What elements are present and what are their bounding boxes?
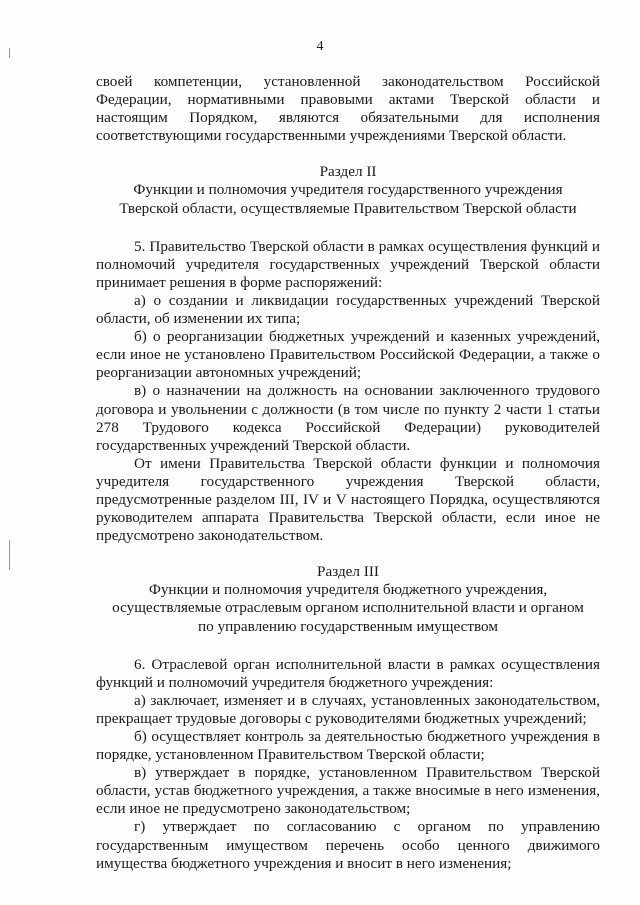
margin-mark [9, 540, 10, 570]
paragraph: От имени Правительства Тверской области функции и полномочия учредителя государственного учреждения Тверской области, предусмотренные разделом III, IV и V настоящего Порядка, осуществляются руководителем аппарата Правительства Тверской области, если иное не предусмотрено законодательством. [96, 454, 600, 545]
paragraph: б) о реорганизации бюджетных учреждений и казенных учреждений, если иное не установлено Правительством Российской Федерации, а также о реорганизации автономных учреждений; [96, 328, 600, 382]
paragraph: б) осуществляет контроль за деятельностью бюджетного учреждения в порядке, установленном Правительством Тверской области; [96, 728, 600, 764]
section-title-line: по управлению государственным имуществом [198, 617, 498, 635]
section-title-line: осуществляемые отраслевым органом исполнительной власти и органом [112, 599, 584, 617]
paragraph: г) утверждает по согласованию с органом по управлению государственным имуществом перечень особо ценного движимого имущества бюджетного учреждения и вносит в него изменения; [96, 818, 600, 872]
section-number: Раздел III [317, 563, 379, 581]
paragraph: а) заключает, изменяет и в случаях, установленных законодательством, прекращает трудовые договоры с руководителями бюджетных учреждений; [96, 691, 600, 727]
paragraph: 5. Правительство Тверской области в рамках осуществления функций и полномочий учредителя государственных учреждений Тверской области принимает решения в форме распоряжений: [96, 237, 600, 291]
document-body [96, 73, 600, 873]
section-title-line: Тверской области, осуществляемые Правительством Тверской области [119, 199, 577, 217]
paragraph: в) утверждает в порядке, установленном Правительством Тверской области, устав бюджетного учреждения, а также вносимые в него изменения, если иное не предусмотрено законодательством; [96, 764, 600, 818]
paragraph: 6. Отраслевой орган исполнительной власти в рамках осуществления функций и полномочий учредителя бюджетного учреждения: [96, 655, 600, 691]
section-number: Раздел II [319, 163, 377, 181]
page-number: 4 [316, 39, 324, 54]
section-heading [96, 163, 600, 217]
section-heading [96, 563, 600, 635]
paragraph: а) о создании и ликвидации государственных учреждений Тверской области, об изменении их типа; [96, 291, 600, 328]
paragraph: в) о назначении на должность на основании заключенного трудового договора и увольнении с должности (в том числе по пункту 2 части 1 статьи 278 Трудового кодекса Российской Федерации) руководителей государственных учреждений Тверской области. [96, 382, 600, 454]
section-title-line: Функции и полномочия учредителя государственного учреждения [133, 181, 563, 199]
paragraph: своей компетенции, установленной законодательством Российской Федерации, нормативными правовыми актами Тверской области и настоящим Порядком, являются обязательными для исполнения соответствующими государственными учреждениями Тверской области. [96, 73, 600, 145]
section-title-line: Функции и полномочия учредителя бюджетного учреждения, [148, 581, 548, 599]
